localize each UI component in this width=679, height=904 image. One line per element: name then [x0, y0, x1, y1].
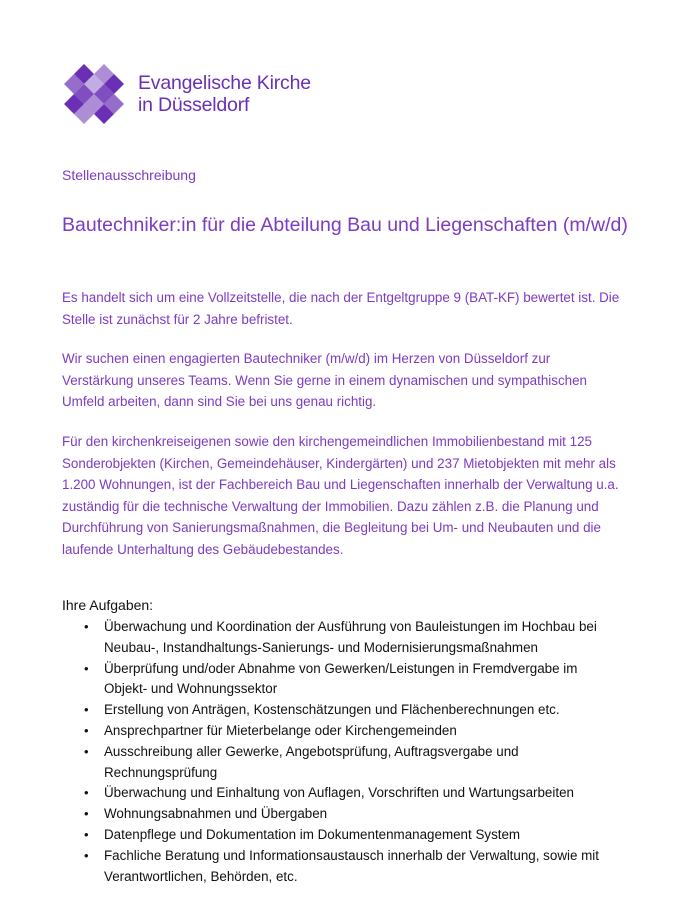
list-item-text: Überwachung und Einhaltung von Auflagen, Vorschriften und Wartungsarbeiten	[104, 785, 574, 801]
intro-paragraph-2: Wir suchen einen engagierten Bautechniker (m/w/d) im Herzen von Düsseldorf zur Verstärkung unseres Teams. Wenn Sie gerne in einem dynamischen und sympathischen Umfeld arbeiten, dann sind Sie bei uns genau richtig.	[62, 351, 588, 409]
tasks-heading: Ihre Aufgaben:	[62, 597, 154, 613]
intro-paragraph-3: Für den kirchenkreiseigenen sowie den kirchengemeindlichen Immobilienbestand mit 125 Sonderobjekten (Kirchen, Gemeindehäuser, Kindergärten) und 237 Mietobjekten mit mehr als 1.200 Wohnungen, ist der Fachbereich Bau und Liegenschaften innerhalb der Verwaltung u.a. zuständig für die technische Verwaltung der Immobilien. Dazu zählen z.B. die Planung und Durchführung von Sanierungsmaßnahmen, die Begleitung bei Um- und Neubauten und die laufende Unterhaltung des Gebäudebestandes.	[62, 434, 619, 557]
list-item-text: Überprüfung und/oder Abnahme von Gewerken/Leistungen in Fremdvergabe im Objekt- und Wohnungssektor	[104, 660, 578, 697]
list-item	[62, 700, 622, 721]
bullet-icon: •	[84, 702, 89, 718]
organization-logo	[62, 62, 311, 126]
bullet-icon: •	[84, 826, 89, 842]
list-item	[62, 617, 622, 659]
bullet-icon: •	[84, 785, 89, 801]
logo-line-1: Evangelische Kirche	[138, 72, 311, 94]
bullet-icon: •	[84, 806, 89, 822]
document-kicker: Stellenausschreibung	[62, 167, 196, 183]
list-item-text: Wohnungsabnahmen und Übergaben	[104, 806, 328, 822]
bullet-icon: •	[84, 847, 89, 863]
intro-paragraph-1: Es handelt sich um eine Vollzeitstelle, die nach der Entgeltgruppe 9 (BAT-KF) bewertet ist. Die Stelle ist zunächst für 2 Jahre befristet.	[62, 290, 620, 327]
tasks-list	[62, 617, 622, 887]
bullet-icon: •	[84, 660, 89, 676]
list-item	[62, 742, 622, 784]
list-item	[62, 659, 622, 701]
list-item-text: Datenpflege und Dokumentation im Dokumentenmanagement System	[104, 826, 521, 842]
page-title: Bautechniker:in für die Abteilung Bau und Liegenschaften (m/w/d)	[62, 214, 628, 236]
list-item	[62, 804, 622, 825]
list-item-text: Ausschreibung aller Gewerke, Angebotsprüfung, Auftragsvergabe und Rechnungsprüfung	[104, 743, 519, 780]
list-item-text: Ansprechpartner für Mieterbelange oder Kirchengemeinden	[104, 722, 457, 738]
logo-line-2: in Düsseldorf	[138, 94, 250, 116]
bullet-icon: •	[84, 619, 89, 634]
cross-diamond-pattern-icon	[62, 62, 126, 126]
list-item	[62, 825, 622, 846]
bullet-icon: •	[84, 722, 89, 738]
list-item-text: Überwachung und Koordination der Ausführung von Bauleistungen im Hochbau bei Neubau-, Instandhaltungs-Sanierungs- und Modernisierungsmaßnahmen	[104, 619, 597, 655]
list-item	[62, 721, 622, 742]
list-item	[62, 846, 622, 888]
bullet-icon: •	[84, 743, 89, 759]
logo-wordmark	[138, 72, 311, 116]
list-item	[62, 783, 622, 804]
list-item-text: Fachliche Beratung und Informationsaustausch innerhalb der Verwaltung, sowie mit Verantwortlichen, Behörden, etc.	[104, 847, 599, 884]
list-item-text: Erstellung von Anträgen, Kostenschätzungen und Flächenberechnungen etc.	[104, 702, 560, 718]
